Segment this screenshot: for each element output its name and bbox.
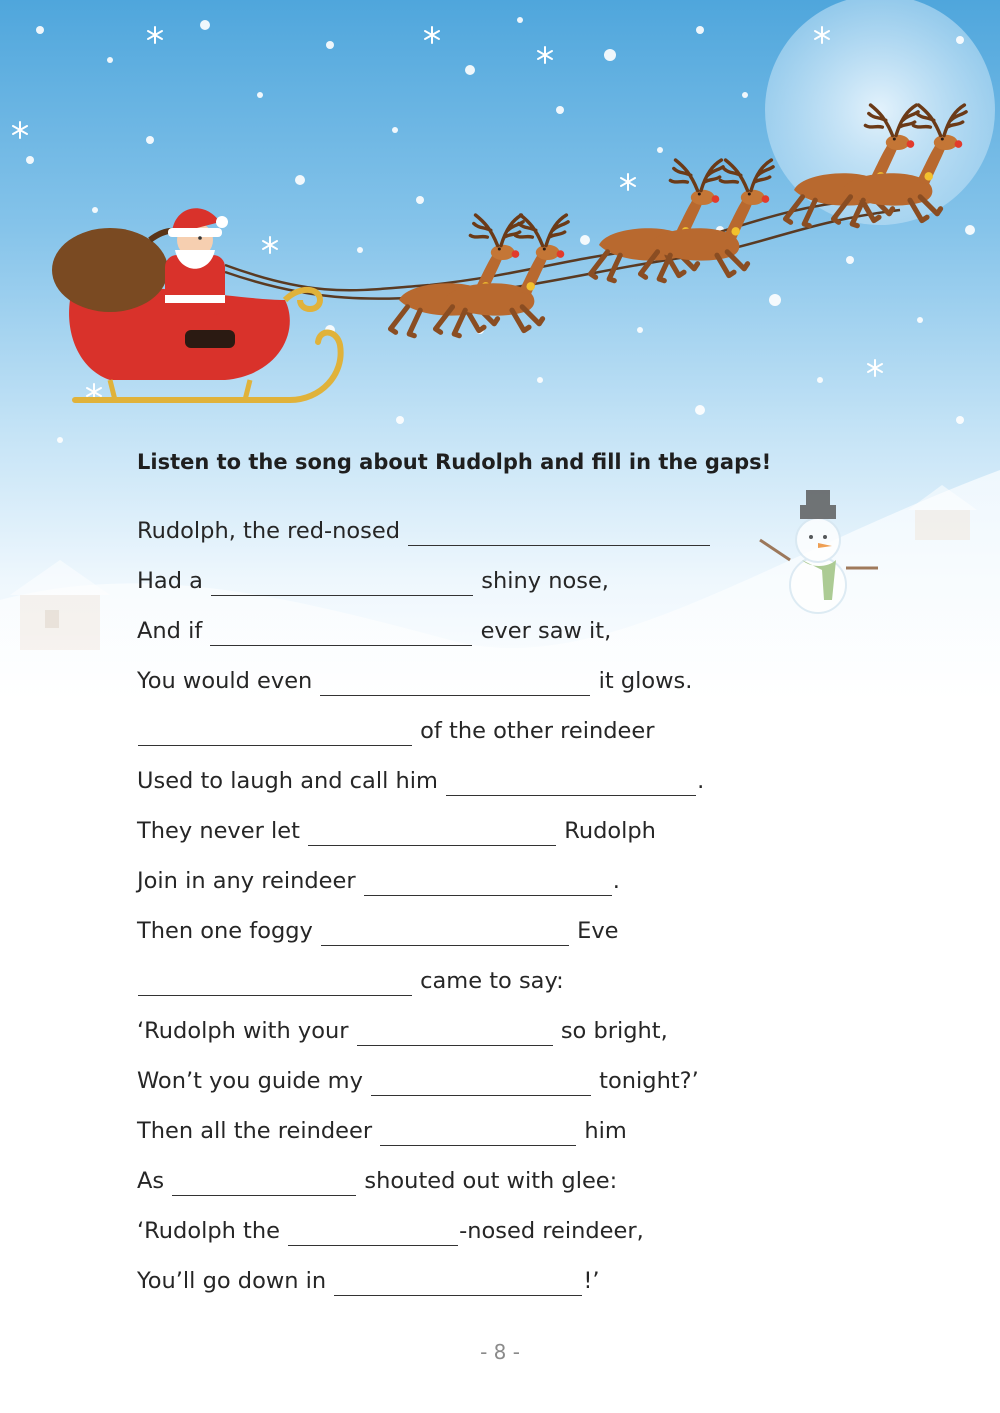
lyric-text-before: Used to laugh and call him (137, 768, 446, 794)
answer-gap[interactable] (446, 765, 696, 796)
lyric-text-before: ‘Rudolph the (137, 1218, 288, 1244)
lyric-text-after: so bright, (553, 1018, 668, 1044)
lyric-text-before: You would even (137, 668, 320, 694)
lyric-text-after: him (577, 1118, 627, 1144)
lyric-line (137, 908, 711, 958)
lyric-text-before: Then all the reindeer (137, 1118, 380, 1144)
instruction-heading: Listen to the song about Rudolph and fill in the gaps! (137, 450, 772, 474)
lyric-text-after: !’ (583, 1268, 600, 1294)
answer-gap[interactable] (288, 1215, 458, 1246)
lyric-text-before: You’ll go down in (137, 1268, 334, 1294)
lyric-line (137, 1058, 711, 1108)
lyric-text-before: As (137, 1168, 172, 1194)
lyric-line (137, 608, 711, 658)
lyric-text-before: Rudolph, the red-nosed (137, 518, 408, 544)
lyric-line (137, 1258, 711, 1308)
lyric-line (137, 1108, 711, 1158)
answer-gap[interactable] (357, 1015, 553, 1046)
lyric-line (137, 558, 711, 608)
page-number: - 8 - (480, 1340, 520, 1364)
lyric-text-before: Had a (137, 568, 211, 594)
lyric-line (137, 508, 711, 558)
lyric-line (137, 858, 711, 908)
lyric-line (137, 1208, 711, 1258)
lyric-text-before: Then one foggy (137, 918, 320, 944)
lyric-text-before: Join in any reindeer (137, 868, 363, 894)
lyric-text-after: . (612, 868, 620, 894)
answer-gap[interactable] (371, 1065, 591, 1096)
lyric-text-after: Eve (570, 918, 619, 944)
lyric-text-before: And if (137, 618, 210, 644)
lyric-text-after: tonight?’ (592, 1068, 699, 1094)
lyric-line (137, 708, 711, 758)
lyric-text-after: came to say: (413, 968, 564, 994)
lyrics-list (137, 508, 711, 1308)
lyric-line (137, 658, 711, 708)
answer-gap[interactable] (210, 615, 472, 646)
santa-sleigh (52, 208, 341, 400)
answer-gap[interactable] (138, 715, 412, 746)
lyric-text-before: Won’t you guide my (137, 1068, 371, 1094)
answer-gap[interactable] (334, 1265, 582, 1296)
lyric-line (137, 1158, 711, 1208)
answer-gap[interactable] (380, 1115, 576, 1146)
answer-gap[interactable] (211, 565, 473, 596)
answer-gap[interactable] (138, 965, 412, 996)
lyric-text-after: Rudolph (557, 818, 656, 844)
village-house-left (10, 560, 110, 650)
answer-gap[interactable] (408, 515, 710, 546)
answer-gap[interactable] (364, 865, 612, 896)
lyric-text-after: of the other reindeer (413, 718, 655, 744)
lyric-text-before: They never let (137, 818, 308, 844)
lyric-text-after: ever saw it, (473, 618, 612, 644)
answer-gap[interactable] (308, 815, 556, 846)
lyric-text-after: shouted out with glee: (357, 1168, 618, 1194)
lyric-line (137, 808, 711, 858)
lyric-line (137, 958, 711, 1008)
lyric-text-before: ‘Rudolph with your (137, 1018, 356, 1044)
lyric-line (137, 758, 711, 808)
lyric-text-after: . (697, 768, 705, 794)
answer-gap[interactable] (320, 665, 590, 696)
lyric-text-after: -nosed reindeer, (459, 1218, 644, 1244)
lyric-text-after: shiny nose, (474, 568, 609, 594)
answer-gap[interactable] (172, 1165, 356, 1196)
lyric-line (137, 1008, 711, 1058)
lyric-text-after: it glows. (591, 668, 693, 694)
reins (225, 200, 900, 299)
answer-gap[interactable] (321, 915, 569, 946)
